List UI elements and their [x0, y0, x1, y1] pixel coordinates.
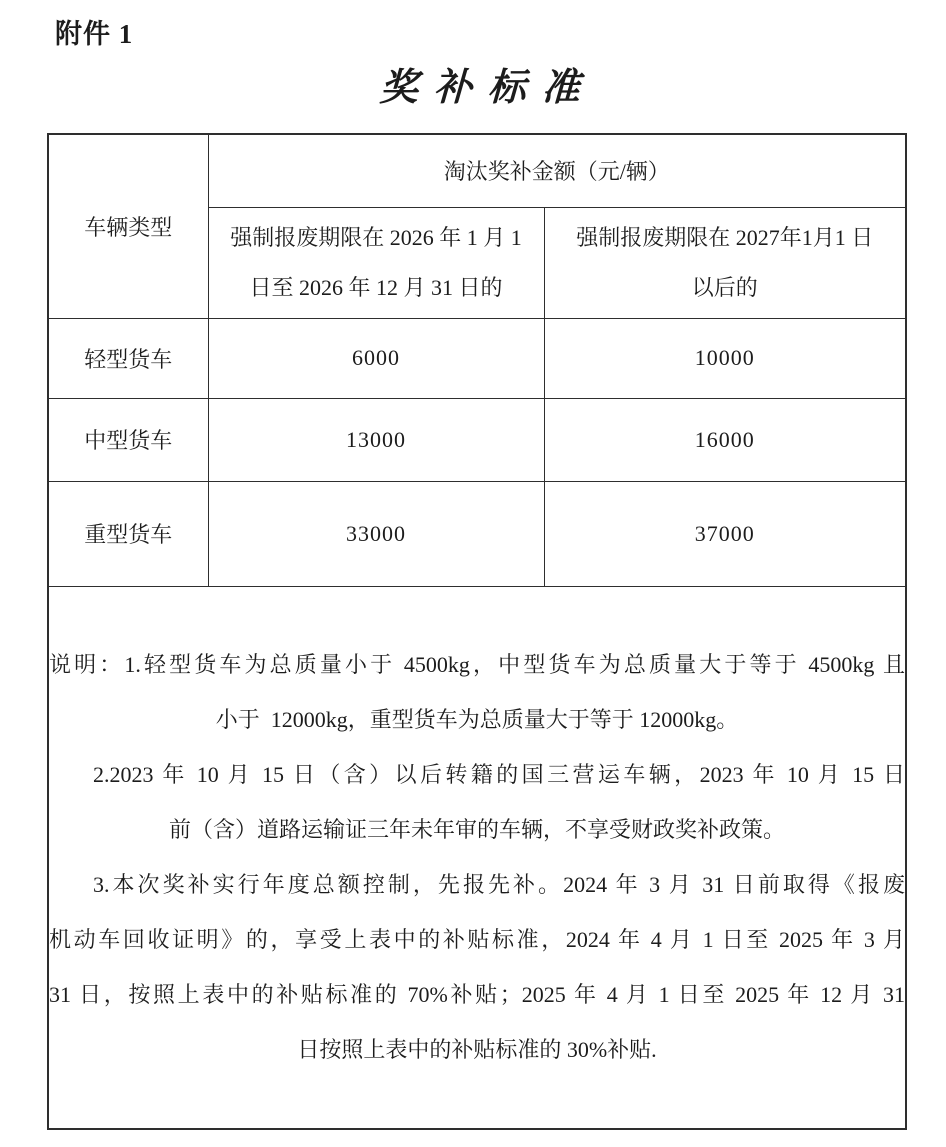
- deadline-2026-header: [208, 207, 544, 318]
- amount-header: 淘汰奖补金额（元/辆）: [208, 134, 906, 207]
- table-row-heavy-truck: [48, 481, 906, 586]
- deadline-2027-line1: 强制报废期限在 2027年1月1 日: [576, 224, 874, 250]
- note-line: 前（含）道路运输证三年未年审的车辆，不享受财政奖补政策。: [168, 817, 785, 843]
- corner-header-vehicle-type: 车辆类型: [48, 134, 208, 318]
- amount-cell-2027: 16000: [544, 398, 906, 481]
- vehicle-type-cell: 轻型货车: [48, 318, 208, 398]
- note-line: 日按照上表中的补贴标准的 30%补贴.: [297, 1037, 657, 1063]
- deadline-2026-line2: 日至 2026 年 12 月 31 日的: [249, 274, 503, 300]
- note-line: 小于 12000kg，重型货车为总质量大于等于 12000kg。: [215, 707, 739, 733]
- table-row-light-truck: [48, 318, 906, 398]
- amount-cell-2027: 37000: [544, 481, 906, 586]
- note-line: 3.本次奖补实行年度总额控制，先报先补。2024 年 3 月 31 日前取得《报废: [93, 872, 905, 898]
- subsidy-table: [47, 133, 907, 1130]
- vehicle-type-cell: 中型货车: [48, 398, 208, 481]
- attachment-label: 附件 1: [55, 19, 134, 49]
- amount-cell-2026: 13000: [208, 398, 544, 481]
- deadline-2027-line2: 以后的: [691, 274, 758, 300]
- page-title: 奖补标准: [379, 67, 597, 109]
- notes-cell: [48, 586, 906, 1129]
- note-line: 机动车回收证明》的，享受上表中的补贴标准，2024 年 4 月 1 日至 2025 年 3 月: [49, 927, 905, 953]
- amount-cell-2027: 10000: [544, 318, 906, 398]
- amount-cell-2026: 33000: [208, 481, 544, 586]
- amount-cell-2026: 6000: [208, 318, 544, 398]
- vehicle-type-cell: 重型货车: [48, 481, 208, 586]
- note-line: 2.2023 年 10 月 15 日（含）以后转籍的国三营运车辆，2023 年 10 月 15 日: [93, 762, 905, 788]
- deadline-2027-header: [544, 207, 906, 318]
- deadline-2026-line1: 强制报废期限在 2026 年 1 月 1: [230, 224, 522, 250]
- note-line: 说明：1.轻型货车为总质量小于 4500kg，中型货车为总质量大于等于 4500kg 且: [49, 652, 905, 678]
- table-row-medium-truck: [48, 398, 906, 481]
- note-line: 31 日，按照上表中的补贴标准的 70%补贴；2025 年 4 月 1 日至 2025 年 12 月 31: [49, 982, 905, 1008]
